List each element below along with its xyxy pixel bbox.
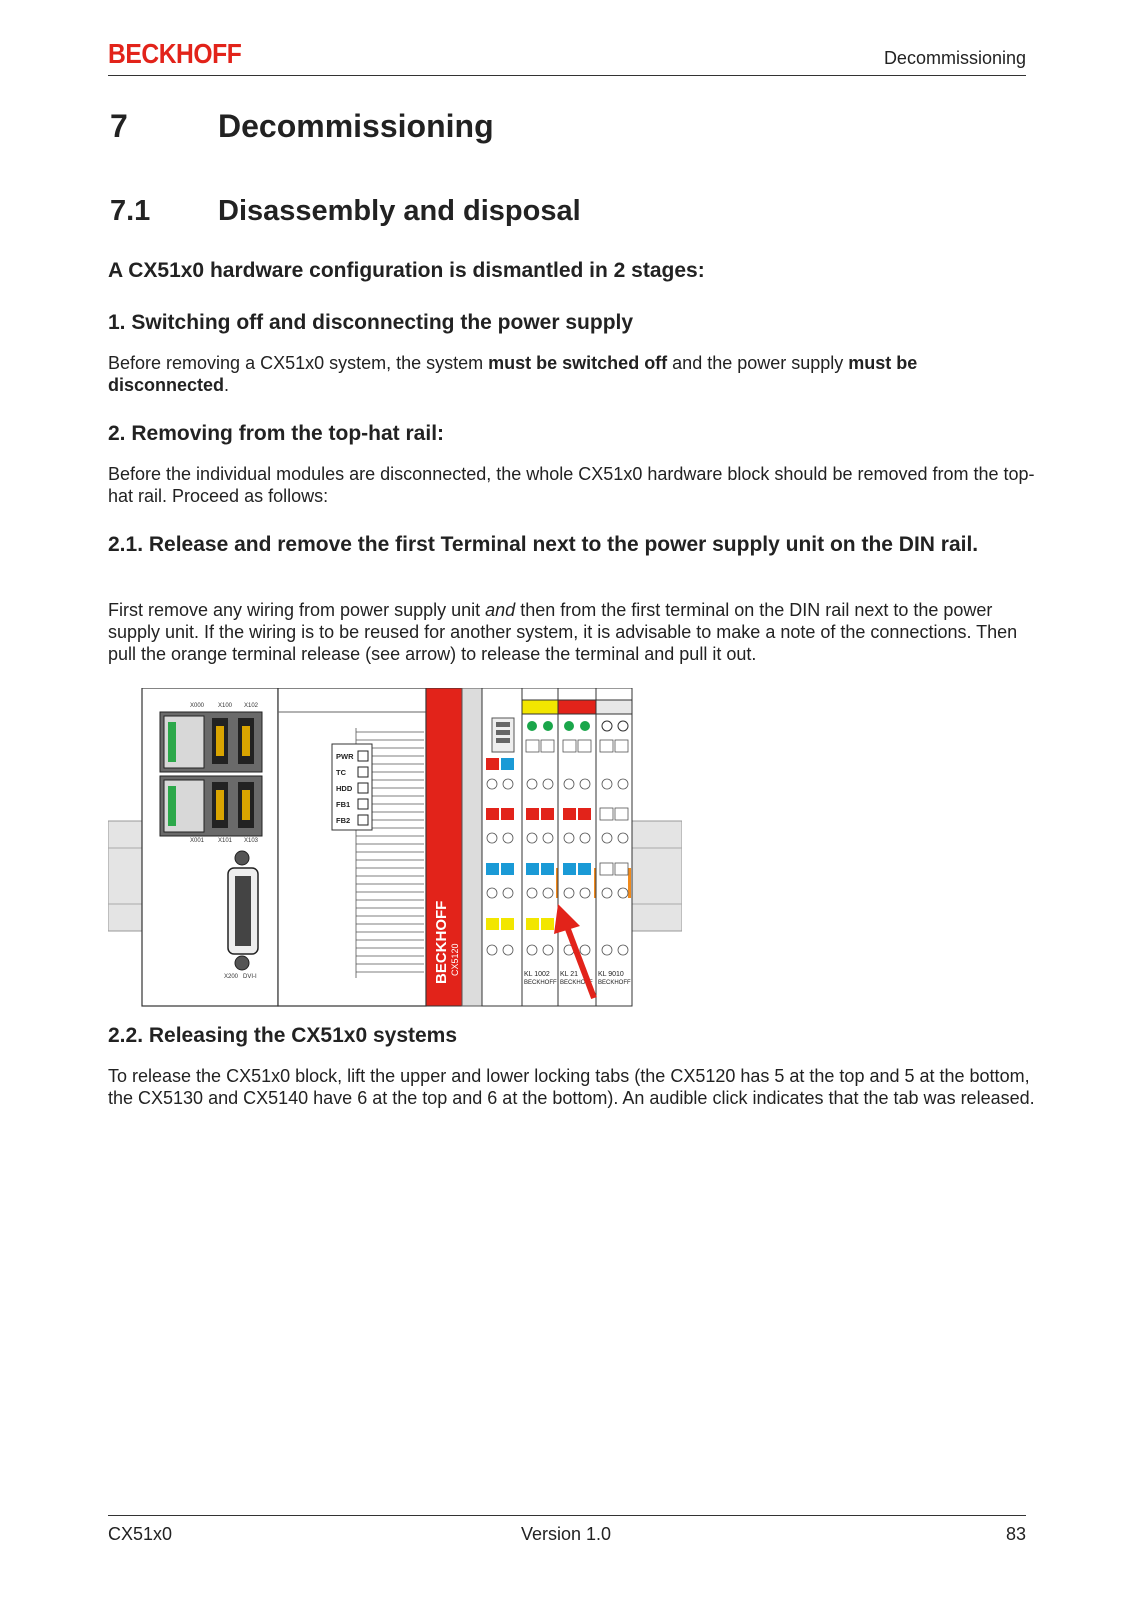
step2-2-text: To release the CX51x0 block, lift the upper and lower locking tabs (the CX5120 has 5 at the top and 5 at the bottom, the CX5130 and CX5140 have 6 at the top and 6 at the bottom). An audible click indicates that the tab was released.	[108, 1066, 1035, 1108]
step2-1-heading: 2.1. Release and remove the first Terminal next to the power supply unit on the DIN rail.	[108, 533, 979, 556]
brand-logo: BECKHOFF	[108, 38, 242, 69]
chapter-heading	[110, 108, 494, 145]
led-label-pwr: PWR	[336, 752, 354, 761]
terminal-kl9010	[596, 688, 632, 1006]
chapter-title: Decommissioning	[218, 108, 494, 144]
dvi-label-dvi: DVI-I	[243, 974, 257, 980]
bus-coupler-side	[462, 688, 482, 1006]
cpu-model-label: CX5120	[450, 943, 460, 976]
step2-text: Before the individual modules are disconnected, the whole CX51x0 hardware block should be removed from the top-hat rail. Proceed as follows:	[108, 464, 1035, 506]
dvi-label-x200: X200	[224, 974, 239, 980]
port-label-x101: X101	[218, 838, 233, 844]
section-title: Disassembly and disposal	[218, 195, 581, 227]
port-label-x001: X001	[190, 838, 205, 844]
port-label-x103: X103	[244, 838, 259, 844]
terminal-label-1: KL 1002	[524, 971, 550, 978]
led-label-tc: TC	[336, 768, 346, 777]
footer-rule	[108, 1515, 1026, 1516]
section-number: 7.1	[110, 195, 151, 227]
cpu-heatsink	[278, 688, 426, 1006]
footer-version: Version 1.0	[520, 1524, 612, 1544]
terminal-kl1002	[522, 688, 559, 1006]
led-label-fb2: FB2	[336, 816, 351, 825]
port-label-x100: X100	[218, 703, 233, 709]
step1-text: Before removing a CX51x0 system, the system must be switched off and the power supply must be disconnected.	[108, 353, 918, 395]
step2-1-text: First remove any wiring from power supply unit and then from the first terminal on the DIN rail next to the power supply unit. If the wiring is to be reused for another system, it is advisable to make a note of the connections. Then pull the orange terminal release (see arrow) to release the terminal and pull it out.	[108, 600, 1018, 664]
port-label-x000: X000	[190, 703, 205, 709]
cpu-brand-label: BECKHOFF	[433, 900, 450, 984]
terminal-brand-3: BECKHOFF	[598, 980, 631, 986]
running-header: Decommissioning	[883, 48, 1026, 68]
screw-icon	[235, 956, 249, 970]
chapter-number: 7	[110, 108, 128, 144]
terminal-label-2: KL 21	[560, 971, 579, 978]
step1-heading: 1. Switching off and disconnecting the power supply	[108, 311, 634, 334]
terminal-label-3: KL 9010	[598, 971, 624, 978]
power-terminal	[482, 688, 522, 1006]
step2-2-heading: 2.2. Releasing the CX51x0 systems	[108, 1024, 458, 1047]
terminal-brand-2: BECKHOFF	[560, 980, 593, 986]
port-label-x102: X102	[244, 703, 259, 709]
led-label-hdd: HDD	[336, 784, 353, 793]
intro-heading: A CX51x0 hardware configuration is dismantled in 2 stages:	[108, 259, 705, 282]
header-rule	[108, 75, 1026, 76]
cx5120-diagram	[108, 688, 682, 1008]
footer-product: CX51x0	[108, 1524, 173, 1544]
section-heading	[110, 195, 581, 228]
step2-heading: 2. Removing from the top-hat rail:	[108, 422, 445, 445]
terminal-brand-1: BECKHOFF	[524, 980, 557, 986]
led-label-fb1: FB1	[336, 800, 351, 809]
page-number: 83	[1005, 1524, 1026, 1544]
screw-icon	[235, 851, 249, 865]
